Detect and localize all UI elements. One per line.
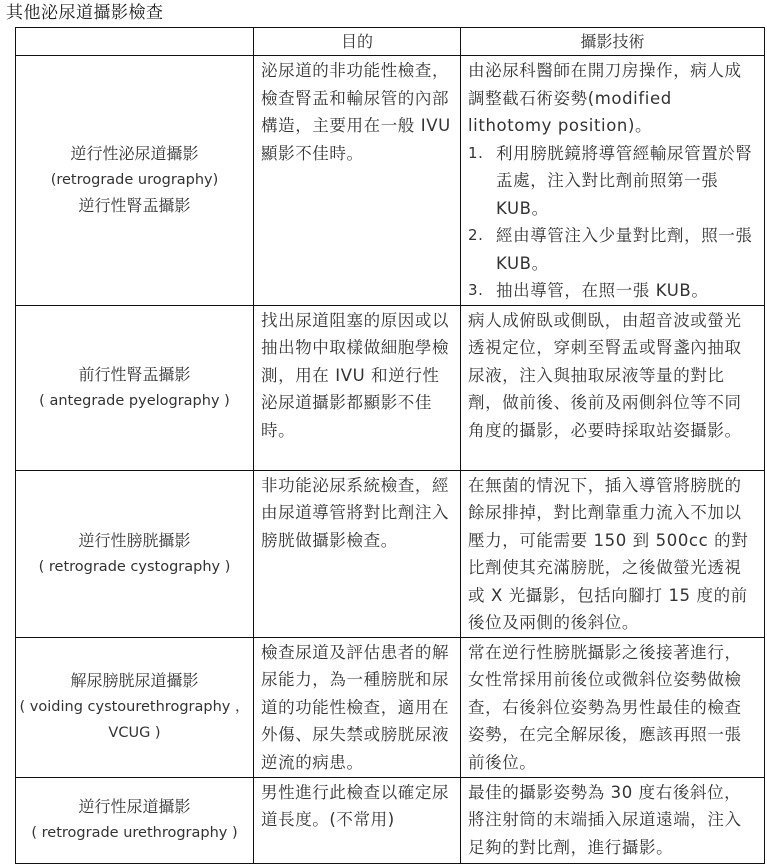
table-row bbox=[16, 470, 765, 637]
table-header-row bbox=[16, 28, 765, 56]
exam-name-zh-alt: 逆行性腎盂攝影 bbox=[78, 196, 191, 216]
header-purpose: 目的 bbox=[254, 28, 461, 56]
exam-name-zh: 逆行性膀胱攝影 bbox=[78, 530, 191, 550]
table-row bbox=[16, 56, 765, 306]
purpose-cell: 非功能泌尿系統檢查，經由尿道導管將對比劑注入膀胱做攝影檢查。 bbox=[254, 470, 461, 637]
exam-name-cell bbox=[16, 777, 254, 863]
purpose-cell: 找出尿道阻塞的原因或以抽出物中取樣做細胞學檢測，用在 IVU 和逆行性泌尿道攝影都顯影不佳時。 bbox=[254, 305, 461, 470]
header-technique: 攝影技術 bbox=[461, 28, 765, 56]
step-text: 利用膀胱鏡將導管經輸尿管置於腎盂處，注入對比劑前照第一張 KUB。 bbox=[496, 143, 753, 218]
step-text: 抽出導管，在照一張 KUB。 bbox=[496, 281, 709, 300]
table-row bbox=[16, 777, 765, 863]
exam-name-en: ( retrograde urethrography ) bbox=[31, 825, 238, 841]
exam-name-cell bbox=[16, 305, 254, 470]
urography-exam-table bbox=[15, 27, 765, 864]
technique-cell: 最佳的攝影姿勢為 30 度右後斜位，將注射筒的末端插入尿道遠端，注入足夠的對比劑，進行攝影。 bbox=[461, 777, 765, 863]
technique-step bbox=[468, 222, 758, 277]
exam-name-en: (retrograde urography) bbox=[50, 172, 219, 189]
exam-name-en: ( antegrade pyelography ) bbox=[39, 392, 230, 409]
table-row bbox=[16, 637, 765, 777]
purpose-cell: 檢查尿道及評估患者的解尿能力，為一種膀胱和尿道的功能性檢查，適用在外傷、尿失禁或膀胱尿液逆流的病患。 bbox=[254, 637, 461, 777]
technique-cell: 病人成俯臥或側臥，由超音波或螢光透視定位，穿刺至腎盂或腎盞內抽取尿液，注入與抽取尿液等量的對比劑，做前後、後前及兩側斜位等不同角度的攝影，必要時採取站姿攝影。 bbox=[461, 305, 765, 470]
table-row bbox=[16, 305, 765, 470]
step-text: 經由導管注入少量對比劑，照一張 KUB。 bbox=[496, 226, 753, 273]
purpose-cell: 泌尿道的非功能性檢查，檢查腎盂和輸尿管的內部構造，主要用在一般 IVU 顯影不佳時。 bbox=[254, 56, 461, 306]
step-number: 1. bbox=[468, 143, 484, 162]
technique-cell: 常在逆行性膀胱攝影之後接著進行，女性常採用前後位或微斜位姿勢做檢查，右後斜位姿勢為男性最佳的檢查姿勢，在完全解尿後，應該再照一張前後位。 bbox=[461, 637, 765, 777]
technique-step bbox=[468, 140, 758, 223]
exam-name-cell bbox=[16, 637, 254, 777]
technique-cell bbox=[461, 56, 765, 306]
exam-name-en: ( retrograde cystography ) bbox=[38, 558, 231, 575]
exam-name-zh: 前行性腎盂攝影 bbox=[78, 364, 191, 384]
exam-name-zh: 逆行性尿道攝影 bbox=[78, 797, 191, 816]
step-number: 2. bbox=[468, 226, 484, 244]
technique-intro: 由泌尿科醫師在開刀房操作，病人成調整截石術姿勢(modified lithotomy position)。 bbox=[468, 61, 742, 135]
exam-name-zh: 解尿膀胱尿道攝影 bbox=[70, 671, 199, 690]
exam-name-cell bbox=[16, 56, 254, 306]
purpose-cell: 男性進行此檢查以確定尿道長度。(不常用) bbox=[254, 777, 461, 863]
exam-name-en: ( voiding cystourethrography ，VCUG ) bbox=[19, 699, 250, 741]
technique-step bbox=[468, 277, 758, 305]
header-exam-name bbox=[16, 28, 254, 56]
technique-cell: 在無菌的情況下，插入導管將膀胱的餘尿排掉，對比劑靠重力流入不加以壓力，可能需要 150 到 500cc 的對比劑使其充滿膀胱，之後做螢光透視或 X 光攝影，包括向腳打 15 度的前後位及兩側的後斜位。 bbox=[461, 470, 765, 637]
exam-name-cell bbox=[16, 470, 254, 637]
document-title: 其他泌尿道攝影檢查 bbox=[6, 3, 164, 23]
exam-name-zh: 逆行性泌尿道攝影 bbox=[70, 144, 199, 164]
technique-steps-list bbox=[468, 140, 758, 305]
step-number: 3. bbox=[468, 281, 484, 299]
